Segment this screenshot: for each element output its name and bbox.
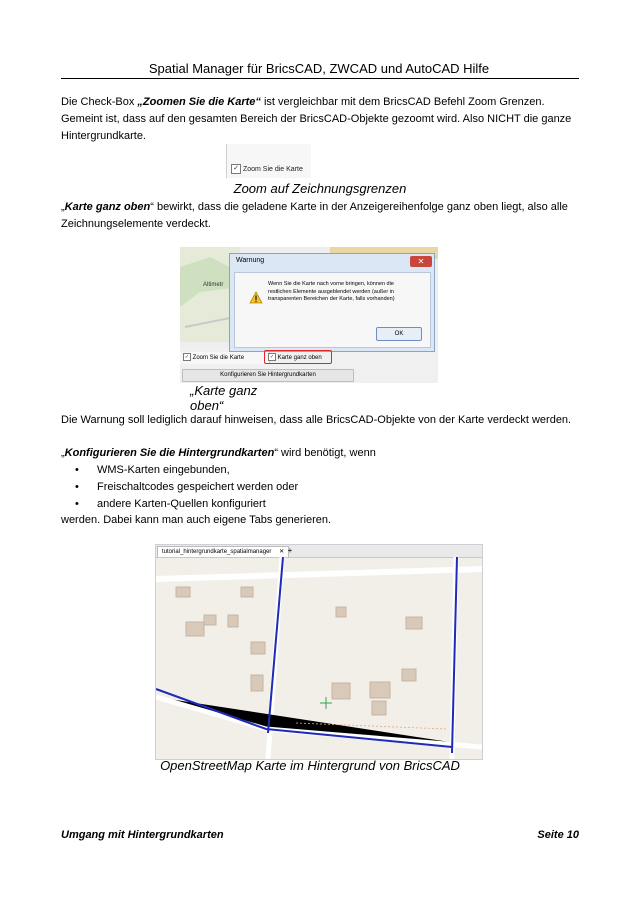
map-place-label: Altimetr: [203, 282, 224, 288]
map-canvas: [156, 557, 482, 759]
document-tab[interactable]: [157, 546, 289, 557]
checkbox-checked-icon: ✓: [269, 354, 275, 361]
paragraph-zoom-description: [61, 94, 581, 145]
zoom-checkbox-label: Zoom Sie die Karte: [242, 165, 303, 173]
dialog-message: Wenn Sie die Karte nach vorne bringen, können die restlichen Elemente ausgeblendet werden (außer in transparenten Bereichen der Karte, falls vorhanden): [268, 281, 395, 302]
para1-body: ist vergleichbar mit dem BricsCAD Befehl Zoom Grenzen. Gemeint ist, dass auf den gesamten Bereich der BricsCAD-Objekte gezoomt wird. Also NICHT die ganze Hintergrundkarte.: [61, 96, 572, 142]
add-tab-icon[interactable]: +: [287, 546, 293, 555]
screenshot-osm-map: [155, 544, 483, 760]
zoom-checkbox-row: [231, 164, 303, 174]
paragraph-warning-note: Die Warnung soll lediglich darauf hinweisen, dass alle BricsCAD-Objekte von der Karte verdeckt werden.: [61, 414, 572, 426]
page-header-title: Spatial Manager für BricsCAD, ZWCAD und AutoCAD Hilfe: [148, 61, 490, 76]
header-divider: [61, 78, 579, 79]
warning-dialog: [229, 253, 435, 352]
caption-osm: OpenStreetMap Karte im Hintergrund von BricsCAD: [160, 758, 460, 773]
top-checkbox-label: Karte ganz oben: [277, 355, 322, 361]
para2-body: “ bewirkt, dass die geladene Karte in der Anzeigereihenfolge ganz oben liegt, also alle Zeichnungselemente verdeckt.: [61, 201, 568, 230]
caption-top: „Karte ganz oben“: [190, 383, 258, 413]
paragraph-configure: [61, 445, 581, 462]
para4-quote: „: [61, 447, 65, 459]
dialog-title: Warnung: [236, 257, 265, 264]
footer-chapter: Umgang mit Hintergrundkarten: [61, 829, 224, 841]
zoom-checkbox-label: Zoom Sie die Karte: [192, 355, 245, 361]
dialog-body: [234, 272, 431, 348]
document-tab-label: tutorial_hintergrundkarte_spatialmanager: [162, 549, 272, 555]
para4-body: “ wird benötigt, wenn: [274, 447, 376, 459]
top-checkbox-highlight[interactable]: [264, 350, 332, 364]
dialog-close-button[interactable]: ✕: [410, 256, 432, 267]
screenshot-warning-dialog: [180, 247, 438, 383]
paragraph-tabs: werden. Dabei kann man auch eigene Tabs generieren.: [61, 514, 332, 526]
ok-button[interactable]: OK: [376, 327, 422, 341]
para1-term: „Zoomen Sie die Karte“: [137, 96, 261, 108]
close-icon[interactable]: ✕: [279, 549, 285, 555]
para2-term: Karte ganz oben: [64, 201, 151, 213]
footer-page-number: Seite 10: [537, 829, 579, 841]
para1-intro: Die Check-Box: [61, 96, 138, 108]
checkbox-icon: ✓: [231, 164, 241, 174]
bullet-item: • Freischaltcodes gespeichert werden oder: [75, 479, 575, 496]
paragraph-karte-ganz-oben: [61, 199, 581, 233]
screenshot-zoom-checkbox: [226, 144, 311, 178]
caption-zoom: Zoom auf Zeichnungsgrenzen: [233, 181, 407, 196]
bullet-item: • WMS-Karten eingebunden,: [75, 462, 575, 479]
bullet-list: [75, 462, 575, 513]
para4-term: Konfigurieren Sie die Hintergrundkarten: [64, 447, 275, 459]
zoom-checkbox-row[interactable]: [180, 352, 270, 364]
warning-triangle-icon: [249, 291, 263, 304]
checkbox-icon: ✓: [184, 354, 190, 361]
bullet-item: • andere Karten-Quellen konfiguriert: [75, 496, 575, 513]
para2-quote: „: [61, 201, 65, 213]
configure-basemaps-button[interactable]: Konfigurieren Sie Hintergrundkarten: [182, 369, 354, 382]
